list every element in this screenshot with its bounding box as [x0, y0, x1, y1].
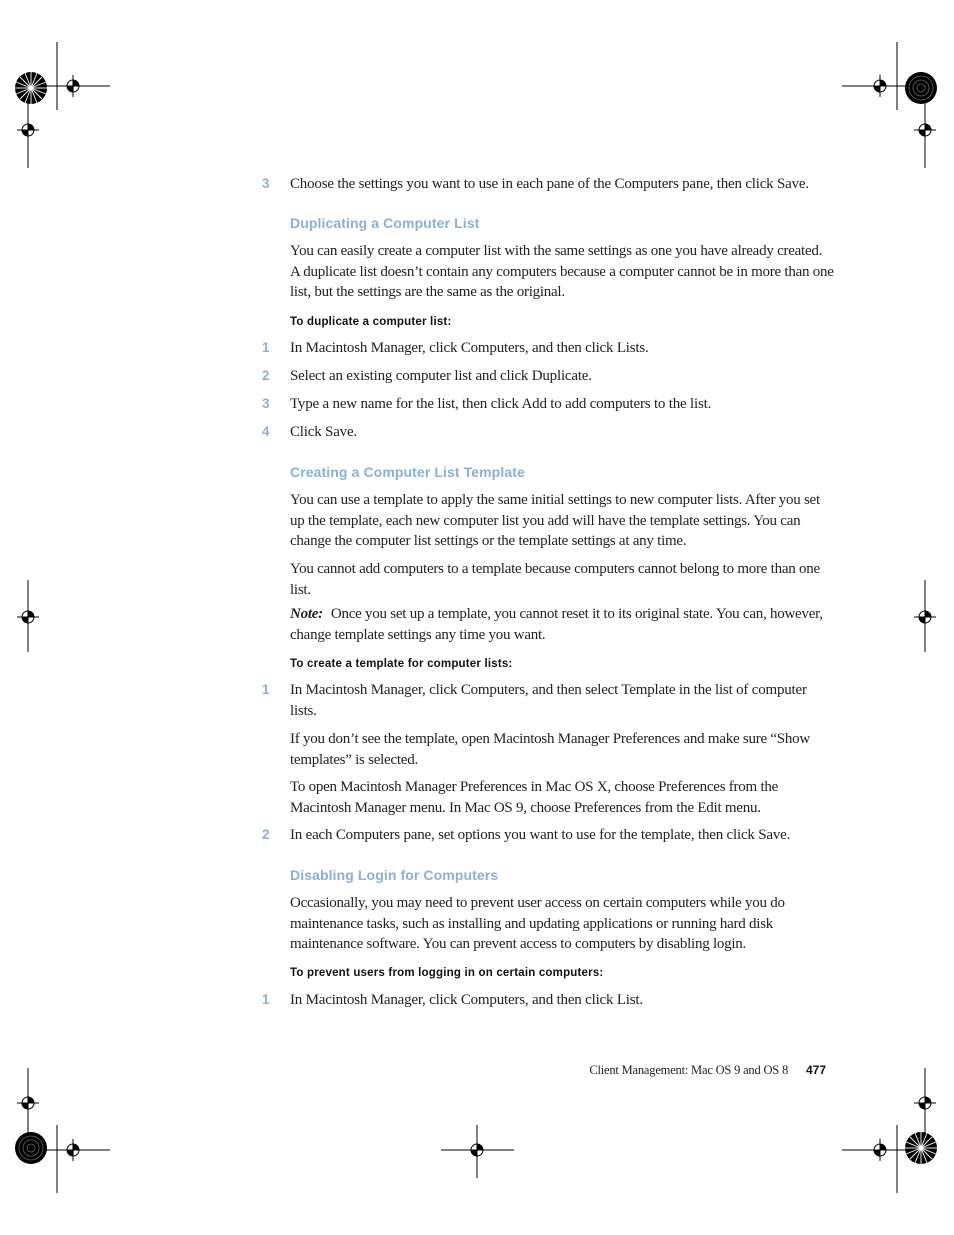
paragraph-open-preferences: To open Macintosh Manager Preferences in Mac OS X, choose Preferences from the Macintosh Manager menu. In Mac OS 9, choose Preferences from the Edit menu.: [290, 779, 779, 816]
step-text: In Macintosh Manager, click Computers, and then select Template in the list of computer lists.: [290, 682, 807, 719]
note-label: Note:: [290, 606, 323, 622]
step-number: 4: [262, 424, 270, 439]
step-number: 1: [262, 682, 270, 697]
task-heading-duplicate: To duplicate a computer list:: [290, 316, 452, 328]
step-text: In Macintosh Manager, click Computers, and then click List.: [290, 992, 643, 1008]
step-number: 2: [262, 827, 270, 842]
footer-page-number: 477: [806, 1063, 827, 1077]
task-heading-disable: To prevent users from logging in on certain computers:: [290, 967, 604, 979]
paragraph-template-note-lists: You cannot add computers to a template because computers cannot belong to more than one list.: [290, 561, 820, 598]
step-text: Type a new name for the list, then click Add to add computers to the list.: [290, 396, 712, 412]
step-number: 1: [262, 992, 270, 1007]
heading-disabling-login: Disabling Login for Computers: [290, 867, 499, 883]
paragraph-show-templates: If you don’t see the template, open Macintosh Manager Preferences and make sure “Show templates” is selected.: [290, 731, 810, 768]
step-number: 1: [262, 340, 270, 355]
paragraph-template-intro: You can use a template to apply the same initial settings to new computer lists. After you set up the template, each new computer list you add will have the template settings. You can change the computer list settings or the template settings at any time.: [290, 492, 820, 549]
heading-creating-template: Creating a Computer List Template: [290, 464, 525, 480]
step-text: Select an existing computer list and click Duplicate.: [290, 368, 592, 384]
task-heading-template: To create a template for computer lists:: [290, 658, 513, 670]
step-number: 3: [262, 176, 270, 191]
note-paragraph: [290, 604, 834, 645]
step-text: In each Computers pane, set options you want to use for the template, then click Save.: [290, 827, 791, 843]
step-number: 3: [262, 396, 270, 411]
step-number: 2: [262, 368, 270, 383]
note-text: Once you set up a template, you cannot reset it to its original state. You can, however, change template settings any time you want.: [290, 606, 823, 643]
footer-chapter-title: Client Management: Mac OS 9 and OS 8: [589, 1063, 788, 1077]
paragraph-disable-intro: Occasionally, you may need to prevent user access on certain computers while you do maintenance tasks, such as installing and updating applications or running hard disk maintenance software. You can prevent access to computers by disabling login.: [290, 895, 785, 952]
step-text: Click Save.: [290, 424, 357, 440]
step-text: Choose the settings you want to use in each pane of the Computers pane, then click Save.: [290, 176, 809, 192]
paragraph-duplicate-intro: You can easily create a computer list with the same settings as one you have already created. A duplicate list doesn’t contain any computers because a computer cannot be in more than one list, but the settings are the same as the original.: [290, 243, 834, 300]
heading-duplicating-computer-list: Duplicating a Computer List: [290, 215, 480, 231]
step-text: In Macintosh Manager, click Computers, and then click Lists.: [290, 340, 649, 356]
